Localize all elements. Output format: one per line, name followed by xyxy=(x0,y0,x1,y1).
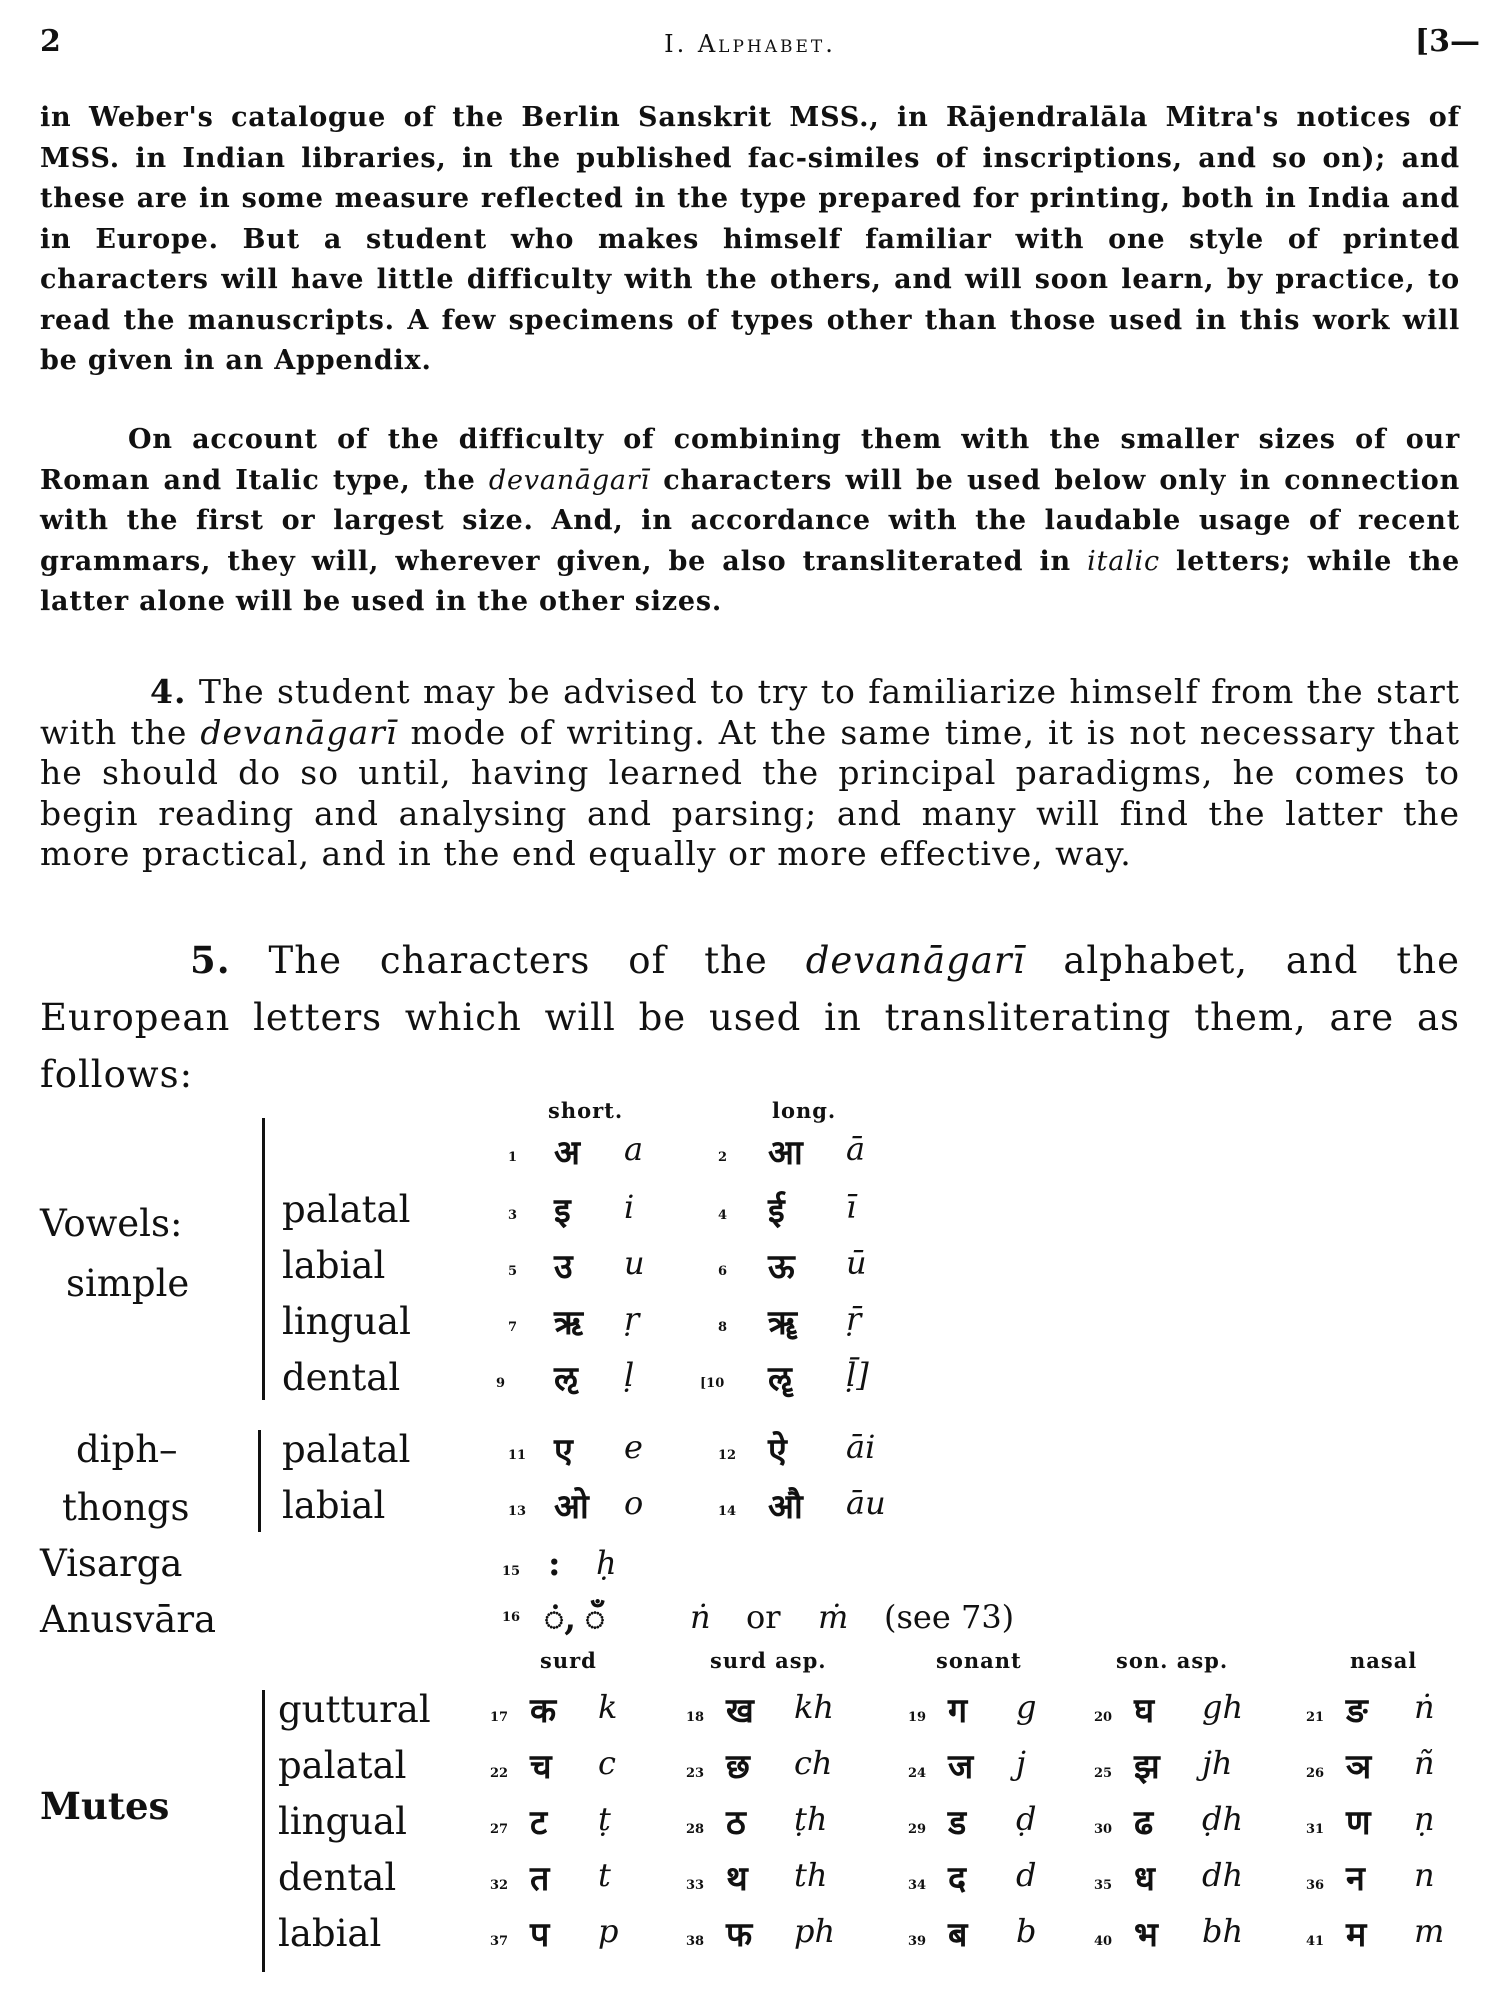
vowel-number: 14 xyxy=(718,1504,737,1519)
vowel-number: 3 xyxy=(508,1208,518,1223)
vowel-translit-long: ū xyxy=(846,1244,867,1282)
mute-devanagari: ध xyxy=(1134,1859,1155,1899)
section-marker: [3— xyxy=(1414,24,1480,59)
vowel-number: 11 xyxy=(508,1448,527,1463)
mute-translit: ṇ xyxy=(1414,1800,1435,1838)
mute-translit: n xyxy=(1414,1856,1435,1894)
vowel-translit-long: ī xyxy=(846,1188,857,1226)
vowel-translit-long: ā xyxy=(846,1130,866,1168)
mute-number: 31 xyxy=(1306,1822,1325,1837)
mute-translit: b xyxy=(1016,1912,1037,1950)
mute-devanagari: ट xyxy=(530,1803,548,1843)
mute-number: 33 xyxy=(686,1878,705,1893)
anusvara-number: 16 xyxy=(502,1610,521,1625)
mute-number: 28 xyxy=(686,1822,705,1837)
mutes-subclass-label: palatal xyxy=(278,1744,407,1787)
mute-devanagari: भ xyxy=(1134,1915,1158,1955)
mute-devanagari: ब xyxy=(948,1915,968,1955)
vowel-number: 1 xyxy=(508,1150,518,1165)
p2-text-b: characters will be used below only in connection with the first or largest size. And, in accordance with the laudable usage of recent grammars, they will, wherever given, be also transliterated in xyxy=(40,464,1460,577)
mute-translit: ñ xyxy=(1414,1744,1435,1782)
mute-translit: ḍ xyxy=(1016,1800,1037,1838)
mute-devanagari: ञ xyxy=(1346,1747,1372,1787)
mute-number: 22 xyxy=(490,1766,509,1781)
vowel-translit-long: āi xyxy=(846,1428,876,1466)
vowel-number: 9 xyxy=(496,1376,506,1391)
page-number: 2 xyxy=(40,24,61,59)
mute-number: 27 xyxy=(490,1822,509,1837)
vowel-devanagari-short: इ xyxy=(554,1191,571,1231)
vowel-devanagari-long: आ xyxy=(768,1133,803,1173)
brace-mutes xyxy=(262,1690,265,1972)
mute-number: 40 xyxy=(1094,1934,1113,1949)
vowel-number: [10 xyxy=(700,1376,725,1391)
mute-number: 41 xyxy=(1306,1934,1325,1949)
mute-translit: m xyxy=(1414,1912,1445,1950)
brace-simple-vowels xyxy=(262,1118,265,1400)
p3-text-b: mode of writing. At the same time, it is not necessary that he should do so until, having learned the principal paradigms, he comes to begin reading and analysing and parsing; and many will find the latter the more practical, and in the end equally or more effective, way. xyxy=(40,712,1460,873)
mute-translit: g xyxy=(1016,1688,1037,1726)
mute-number: 23 xyxy=(686,1766,705,1781)
mute-translit: ch xyxy=(794,1744,833,1782)
mute-translit: kh xyxy=(794,1688,834,1726)
mute-number: 39 xyxy=(908,1934,927,1949)
mute-number: 30 xyxy=(1094,1822,1113,1837)
paragraph-section-5 xyxy=(40,932,1460,1103)
vowel-devanagari-short: ऋ xyxy=(554,1303,584,1343)
mutes-subclass-label: lingual xyxy=(278,1800,407,1843)
mute-devanagari: द xyxy=(948,1859,967,1899)
mute-devanagari: म xyxy=(1346,1915,1367,1955)
vowel-devanagari-short: ऌ xyxy=(554,1359,578,1399)
p3-text-a: The student may be advised to try to familiarize himself from the start with the xyxy=(40,672,1460,752)
mute-number: 37 xyxy=(490,1934,509,1949)
mute-translit: k xyxy=(598,1688,618,1726)
mute-translit: bh xyxy=(1202,1912,1244,1950)
anusvara-devanagari: ं, ँ xyxy=(544,1599,606,1639)
p2-devanagari-term: devanāgarī xyxy=(488,464,650,496)
vowel-number: 2 xyxy=(718,1150,728,1165)
p2-text-a: On account of the difficulty of combining them with the smaller sizes of our Roman and Italic type, the xyxy=(40,424,1460,496)
section-number-4: 4. xyxy=(150,672,187,711)
mute-devanagari: ढ xyxy=(1134,1803,1154,1843)
mute-number: 38 xyxy=(686,1934,705,1949)
mute-number: 24 xyxy=(908,1766,927,1781)
mute-number: 36 xyxy=(1306,1878,1325,1893)
mute-devanagari: घ xyxy=(1134,1691,1155,1731)
mute-number: 26 xyxy=(1306,1766,1325,1781)
label-visarga: Visarga xyxy=(40,1542,183,1585)
mute-translit: gh xyxy=(1202,1688,1244,1726)
mute-devanagari: ण xyxy=(1346,1803,1371,1843)
vowel-translit-short: i xyxy=(624,1188,635,1226)
mute-number: 17 xyxy=(490,1710,509,1725)
mute-number: 34 xyxy=(908,1878,927,1893)
anusvara-or: or xyxy=(746,1598,781,1636)
mute-number: 32 xyxy=(490,1878,509,1893)
mute-number: 20 xyxy=(1094,1710,1113,1725)
mute-translit: ṭ xyxy=(598,1800,611,1838)
mute-translit: d xyxy=(1016,1856,1037,1894)
mute-devanagari: त xyxy=(530,1859,550,1899)
mute-number: 29 xyxy=(908,1822,927,1837)
vowel-number: 13 xyxy=(508,1504,527,1519)
p3-devanagari-term: devanāgarī xyxy=(200,712,398,752)
mute-number: 21 xyxy=(1306,1710,1325,1725)
mute-translit: ḍh xyxy=(1202,1800,1244,1838)
mute-translit: dh xyxy=(1202,1856,1244,1894)
vowel-devanagari-long: ई xyxy=(768,1191,785,1231)
vowel-devanagari-long: ॠ xyxy=(768,1303,798,1343)
vowel-devanagari-long: ऐ xyxy=(768,1431,787,1471)
anusvara-note: (see 73) xyxy=(884,1598,1015,1636)
mute-devanagari: ग xyxy=(948,1691,968,1731)
paragraph-2 xyxy=(40,420,1460,623)
column-long: long. xyxy=(772,1098,837,1123)
mutes-column-header: surd xyxy=(540,1648,597,1673)
mutes-subclass-label: dental xyxy=(278,1856,397,1899)
mutes-column-header: sonant xyxy=(936,1648,1022,1673)
running-title: I. Alphabet. xyxy=(664,30,836,58)
anusvara-translit-2: ṁ xyxy=(818,1598,849,1636)
vowel-translit-short: o xyxy=(624,1484,644,1522)
vowel-devanagari-long: ॡ xyxy=(768,1359,792,1399)
mute-translit: ṅ xyxy=(1414,1688,1435,1726)
mute-translit: c xyxy=(598,1744,616,1782)
mute-translit: t xyxy=(598,1856,611,1894)
vowel-devanagari-short: अ xyxy=(554,1133,580,1173)
vowel-number: 12 xyxy=(718,1448,737,1463)
visarga-devanagari: : xyxy=(548,1544,561,1584)
mute-devanagari: प xyxy=(530,1915,550,1955)
group-label-mutes: Mutes xyxy=(40,1784,170,1828)
vowel-devanagari-short: ओ xyxy=(554,1487,589,1527)
vowel-subclass-label: palatal xyxy=(282,1428,411,1471)
mute-translit: ṭh xyxy=(794,1800,828,1838)
p4-text-a: The characters of the xyxy=(230,939,806,982)
mute-devanagari: क xyxy=(530,1691,557,1731)
paragraph-1: in Weber's catalogue of the Berlin Sanskrit MSS., in Rājendralāla Mitra's notices of MSS. in Indian libraries, in the published fac-similes of inscriptions, and so on); and these are in some measure reflected in the type prepared for printing, both in India and in Europe. But a student who makes himself familiar with one style of printed characters will have little difficulty with the others, and will soon learn, by practice, to read the manuscripts. A few specimens of types other than those used in this work will be given in an Appendix. xyxy=(40,102,1460,376)
mute-devanagari: थ xyxy=(726,1859,748,1899)
visarga-translit: ḥ xyxy=(596,1544,617,1582)
vowel-translit-short: u xyxy=(624,1244,645,1282)
mute-translit: j xyxy=(1016,1744,1026,1782)
mute-translit: p xyxy=(598,1912,619,1950)
vowel-number: 5 xyxy=(508,1264,518,1279)
mutes-column-header: nasal xyxy=(1350,1648,1418,1673)
vowel-translit-short: e xyxy=(624,1428,643,1466)
vowel-devanagari-short: ए xyxy=(554,1431,573,1471)
vowel-translit-long: ḹ] xyxy=(846,1356,869,1394)
p4-devanagari-term: devanāgarī xyxy=(805,939,1026,982)
vowel-translit-long: āu xyxy=(846,1484,886,1522)
vowel-translit-short: a xyxy=(624,1130,644,1168)
mute-number: 19 xyxy=(908,1710,927,1725)
mute-number: 35 xyxy=(1094,1878,1113,1893)
mute-translit: ph xyxy=(794,1912,836,1950)
vowel-translit-short: ḷ xyxy=(624,1356,635,1394)
vowel-subclass-label: labial xyxy=(282,1244,386,1287)
p4-text-b: alphabet, and the European letters which will be used in transliterating them, are as follows: xyxy=(40,939,1460,1096)
visarga-number: 15 xyxy=(502,1564,521,1579)
mute-devanagari: ड xyxy=(948,1803,967,1843)
vowel-number: 6 xyxy=(718,1264,728,1279)
mute-devanagari: च xyxy=(530,1747,552,1787)
label-anusvara: Anusvāra xyxy=(40,1598,217,1641)
vowel-number: 4 xyxy=(718,1208,728,1223)
mute-number: 25 xyxy=(1094,1766,1113,1781)
mute-translit: th xyxy=(794,1856,828,1894)
mutes-subclass-label: guttural xyxy=(278,1688,431,1731)
anusvara-translit-1: ṅ xyxy=(690,1598,711,1636)
brace-diphthongs xyxy=(258,1430,261,1532)
vowel-translit-short: ṛ xyxy=(624,1300,640,1338)
vowel-subclass-label: lingual xyxy=(282,1300,411,1343)
vowel-subclass-label: labial xyxy=(282,1484,386,1527)
mute-translit: jh xyxy=(1202,1744,1233,1782)
mutes-subclass-label: labial xyxy=(278,1912,382,1955)
vowel-number: 7 xyxy=(508,1320,518,1335)
vowel-number: 8 xyxy=(718,1320,728,1335)
vowel-translit-long: ṝ xyxy=(846,1300,862,1338)
mute-devanagari: छ xyxy=(726,1747,750,1787)
mute-devanagari: झ xyxy=(1134,1747,1160,1787)
vowel-devanagari-long: औ xyxy=(768,1487,803,1527)
vowel-subclass-label: palatal xyxy=(282,1188,411,1231)
p2-italic-term: italic xyxy=(1087,545,1160,577)
group-label-diph: diph– xyxy=(76,1428,178,1471)
mute-devanagari: फ xyxy=(726,1915,753,1955)
mutes-column-header: son. asp. xyxy=(1116,1648,1229,1673)
column-short: short. xyxy=(548,1098,624,1123)
mute-devanagari: ङ xyxy=(1346,1691,1368,1731)
group-label-simple: simple xyxy=(66,1262,190,1305)
vowel-subclass-label: dental xyxy=(282,1356,401,1399)
group-label-thongs: thongs xyxy=(62,1486,190,1529)
section-number-5: 5. xyxy=(190,938,231,982)
mute-devanagari: न xyxy=(1346,1859,1365,1899)
vowel-devanagari-short: उ xyxy=(554,1247,573,1287)
vowel-devanagari-long: ऊ xyxy=(768,1247,795,1287)
mute-devanagari: ख xyxy=(726,1691,754,1731)
paragraph-section-4 xyxy=(40,672,1460,875)
mute-number: 18 xyxy=(686,1710,705,1725)
mute-devanagari: ज xyxy=(948,1747,974,1787)
mutes-column-header: surd asp. xyxy=(710,1648,827,1673)
p2-text-c: letters; while the latter alone will be used in the other sizes. xyxy=(40,545,1460,617)
group-label-vowels: Vowels: xyxy=(40,1202,183,1245)
mute-devanagari: ठ xyxy=(726,1803,746,1843)
